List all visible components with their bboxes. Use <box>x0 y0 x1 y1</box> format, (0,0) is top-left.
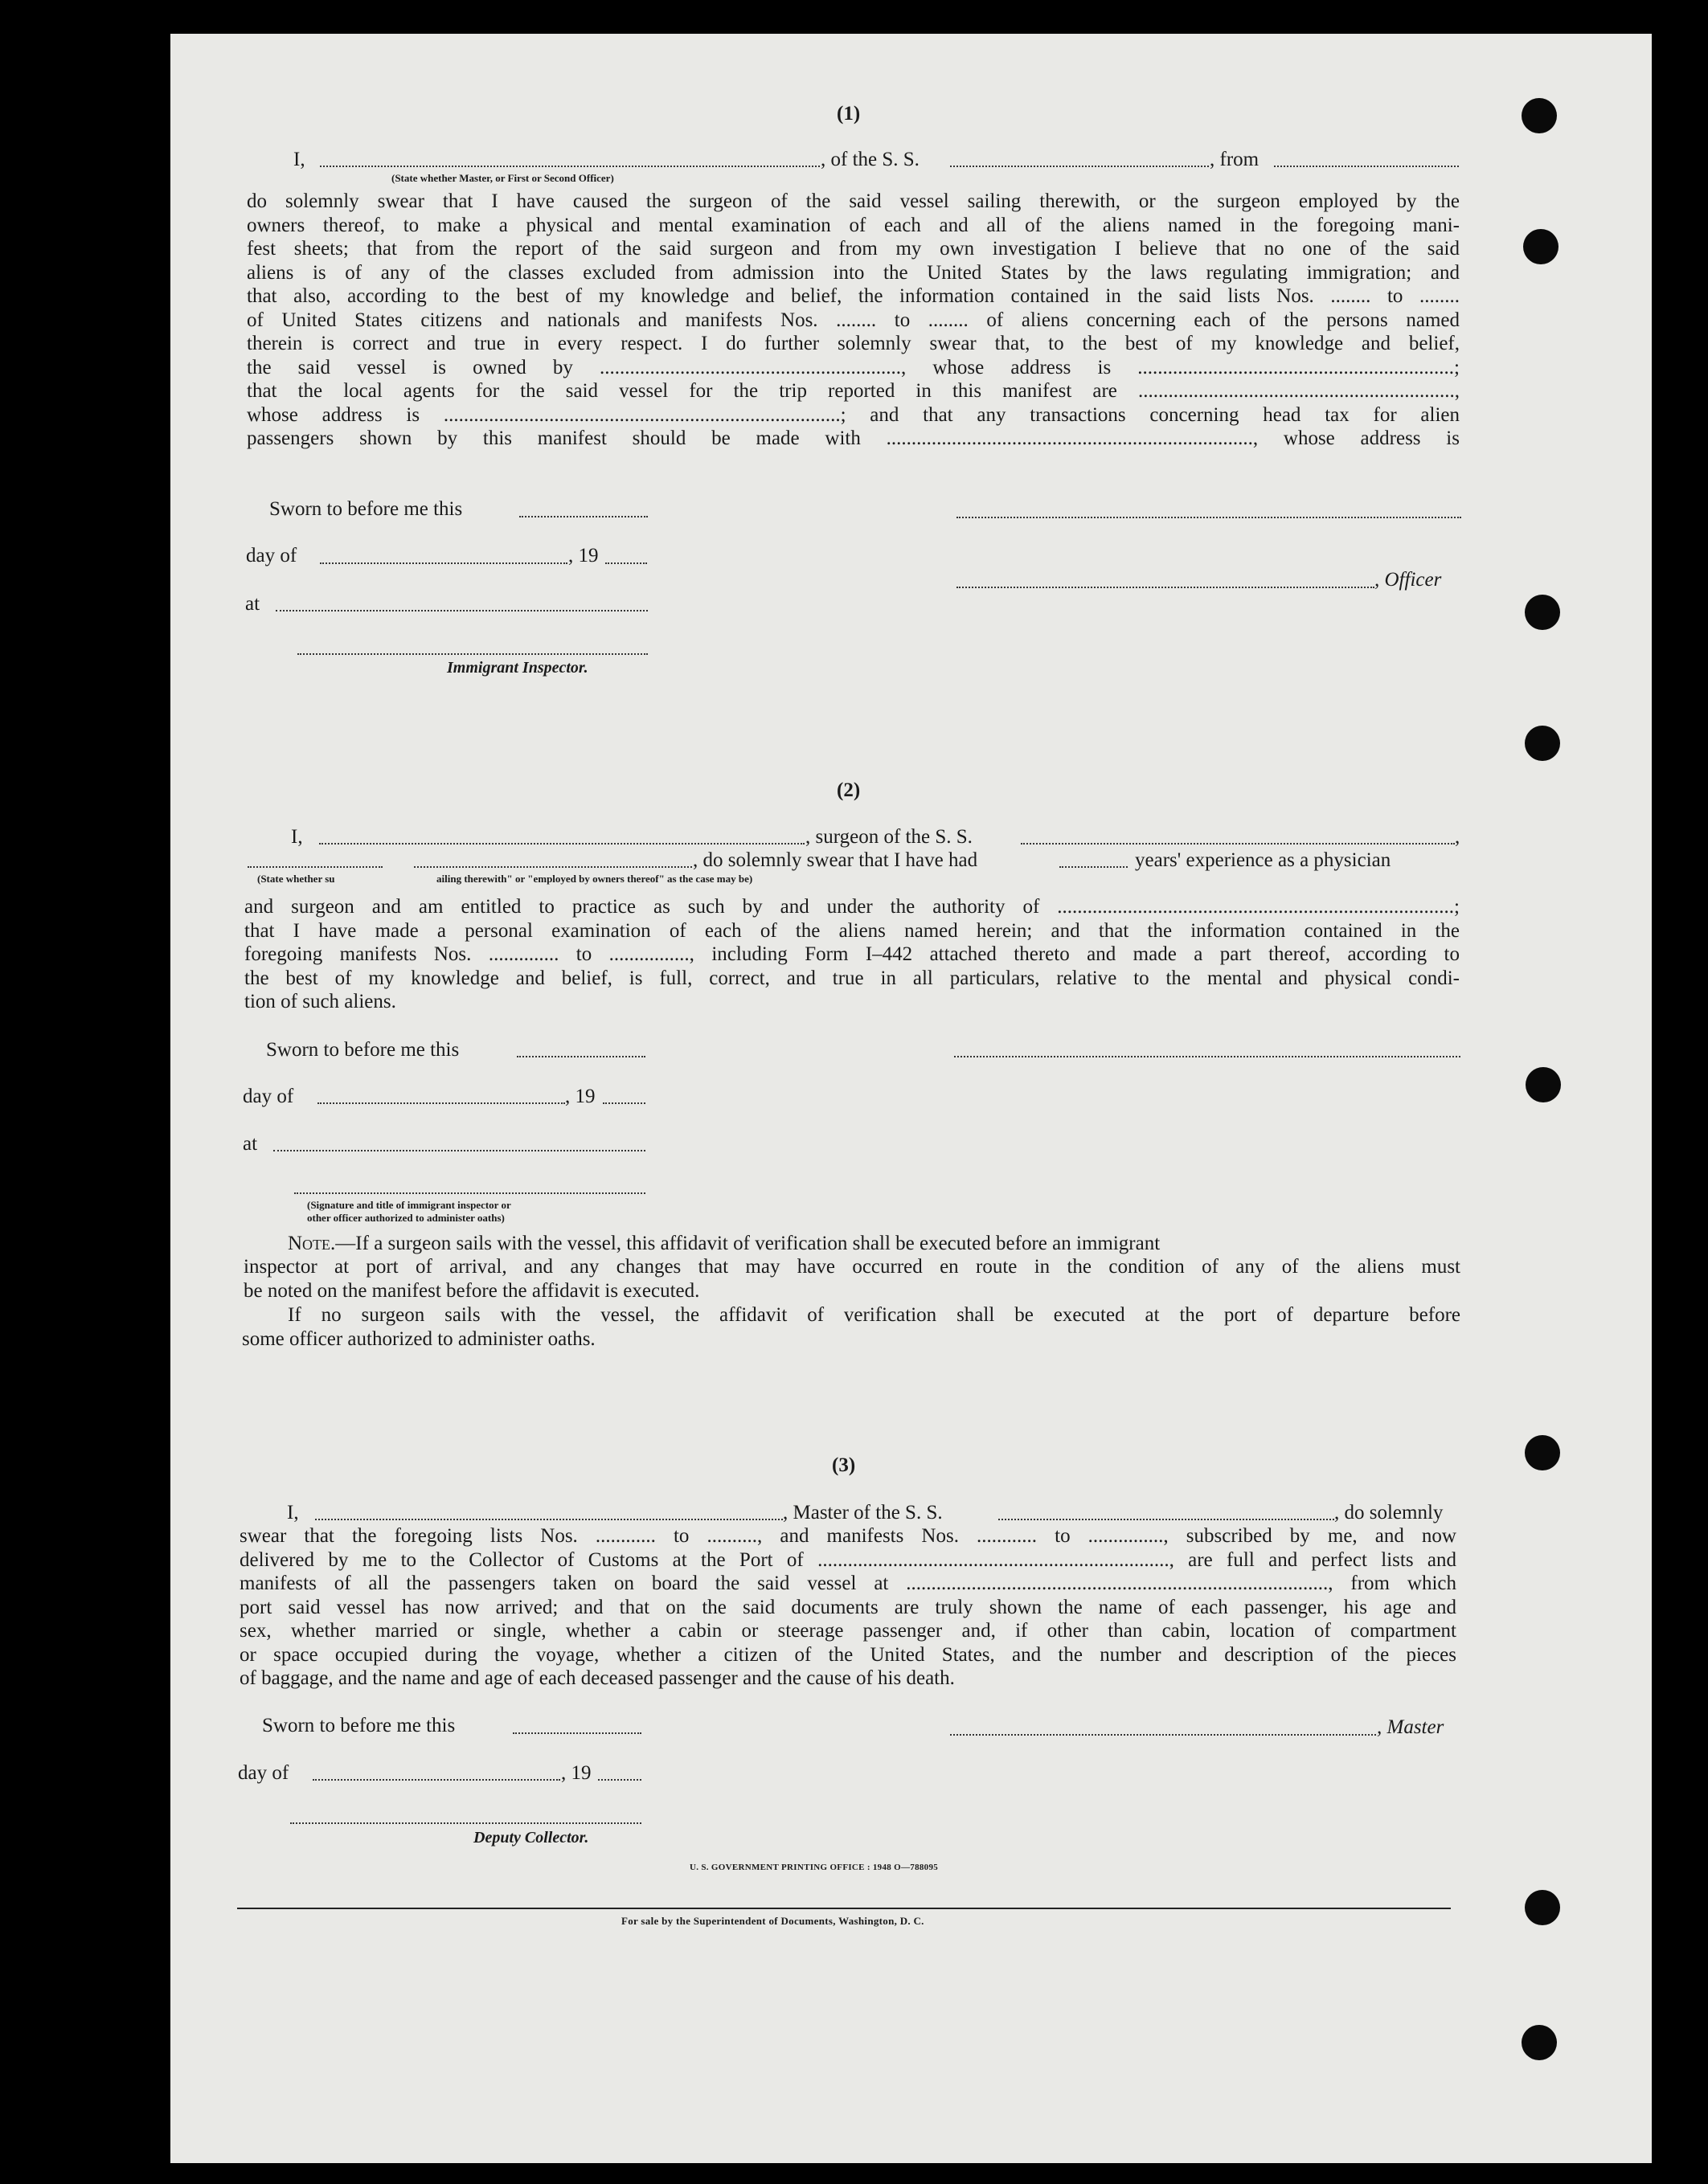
s1-line: aliens is of any of the classes excluded from admission into the United States by the laws regulating immigration; and <box>247 261 1460 284</box>
s1-line: that the local agents for the said vessel for the trip reported in this manifest are ..............................................................., <box>247 380 1460 402</box>
s2-note2-first <box>288 1303 1460 1327</box>
s1-sworn: Sworn to before me this <box>269 498 463 520</box>
s1-year-line <box>605 562 647 564</box>
s2-day-line <box>317 1102 565 1104</box>
s1-day-line <box>320 562 567 564</box>
s2-year-line <box>603 1102 645 1104</box>
s1-line: passengers shown by this manifest should be made with ........................................................................., whose address is <box>247 427 1460 449</box>
s2-comma: , <box>1455 826 1460 848</box>
punch-hole <box>1522 98 1557 133</box>
s2-note-line: be noted on the manifest before the affidavit is executed. <box>244 1279 700 1302</box>
s1-officer-line <box>320 166 820 167</box>
s3-master-sig-line <box>950 1734 1376 1736</box>
s1-line: do solemnly swear that I have caused the surgeon of the said vessel sailing therewith, or the surgeon employed by the <box>247 190 1460 212</box>
s2-day-of: day of <box>243 1086 294 1107</box>
punch-hole <box>1522 2025 1557 2060</box>
s3-line: of baggage, and the name and age of each deceased passenger and the cause of his death. <box>240 1667 955 1689</box>
for-sale: For sale by the Superintendent of Documents, Washington, D. C. <box>621 1915 924 1927</box>
s2-paragraph <box>244 895 1460 1014</box>
s1-line: fest sheets; that from the report of the said surgeon and from my own investigation I believe that no one of the said <box>247 238 1460 260</box>
footer-rule <box>237 1908 1451 1909</box>
s2-years-line <box>1059 866 1128 868</box>
s1-day-of: day of <box>246 545 297 566</box>
s2-years: years' experience as a physician <box>1135 849 1391 871</box>
s1-nineteen: , 19 <box>568 545 599 566</box>
section-1-heading: (1) <box>837 103 861 125</box>
s2-note-1 <box>288 1232 1160 1256</box>
s3-line: manifests of all the passengers taken on board the said vessel at ...................................................................................., from which <box>240 1573 1456 1594</box>
punch-hole <box>1523 229 1558 264</box>
s3-name-line <box>315 1519 783 1520</box>
s1-line: that also, according to the best of my knowledge and belief, the information contained in the said lists Nos. ........ to ........ <box>247 285 1460 307</box>
s1-from-line <box>1274 166 1459 167</box>
s1-vessel-line <box>950 166 1209 167</box>
s2-note2-line: some officer authorized to administer oaths. <box>242 1328 596 1350</box>
printing-office: U. S. GOVERNMENT PRINTING OFFICE : 1948 O—788095 <box>690 1863 939 1872</box>
s1-caption: (State whether Master, or First or Second Officer) <box>391 172 614 184</box>
s2-line: tion of such aliens. <box>244 991 396 1012</box>
s2-name-line <box>319 843 805 845</box>
section-3-heading: (3) <box>832 1454 856 1476</box>
s3-i: I, <box>287 1502 299 1523</box>
s2-inspector-line <box>294 1192 645 1194</box>
punch-hole <box>1525 1890 1560 1925</box>
s1-line: whose address is ...............................................................................; and that any transactions concerning head tax for alien <box>247 403 1460 426</box>
s3-master: , Master <box>1377 1716 1444 1738</box>
s3-collector-line <box>290 1822 641 1824</box>
s1-i: I, <box>293 149 305 170</box>
s3-sworn: Sworn to before me this <box>262 1715 456 1736</box>
s1-officer-sig-line <box>956 517 1461 518</box>
s2-at-line <box>273 1150 645 1151</box>
s2-line: the best of my knowledge and belief, is full, correct, and true in all particulars, relative to the mental and physical condi- <box>244 967 1460 989</box>
s2-sig-line <box>954 1056 1460 1057</box>
s3-vessel-line <box>998 1519 1334 1520</box>
s3-deputy: Deputy Collector. <box>473 1829 589 1847</box>
s1-officer: , Officer <box>1374 569 1442 591</box>
s1-inspector-line <box>297 653 648 655</box>
s2-line: and surgeon and am entitled to practice as such by and under the authority of ...............................................................................; <box>244 896 1460 918</box>
s3-day-line <box>313 1779 560 1781</box>
s3-solemnly: , do solemnly <box>1334 1502 1444 1523</box>
s3-master-of: , Master of the S. S. <box>783 1502 943 1523</box>
s2-nineteen: , 19 <box>565 1086 596 1107</box>
s2-surgeon: , surgeon of the S. S. <box>805 826 973 848</box>
s3-line: swear that the foregoing lists Nos. ............ to .........., and manifests Nos. ............ to ..............., subscribed by me, and now <box>240 1525 1456 1547</box>
s2-caption-b: ailing therewith" or "employed by owners thereof" as the case may be) <box>436 873 753 885</box>
punch-hole <box>1525 1435 1560 1470</box>
punch-hole <box>1526 1067 1561 1102</box>
s2-capacity-line-b <box>414 866 692 868</box>
s2-i: I, <box>291 826 303 848</box>
s1-line: of United States citizens and nationals and manifests Nos. ........ to ........ of aliens concerning each of the persons named <box>247 309 1460 331</box>
s2-sworn: Sworn to before me this <box>266 1039 460 1061</box>
punch-hole <box>1525 595 1560 630</box>
s2-note-line: inspector at port of arrival, and any changes that may have occurred en route in the condition of any of the aliens must <box>244 1256 1460 1278</box>
s1-inspector: Immigrant Inspector. <box>447 659 588 677</box>
s1-sworn-line <box>519 516 648 517</box>
s2-vessel-line <box>1021 843 1455 845</box>
s3-line: sex, whether married or single, whether a cabin or steerage passenger and, if other than cabin, location of compartment <box>240 1620 1456 1642</box>
s1-at-line <box>276 610 648 611</box>
s1-line: the said vessel is owned by ............................................................, whose address is ...............................................................; <box>247 356 1460 378</box>
s3-line: or space occupied during the voyage, whether a citizen of the United States, and the number and description of the pieces <box>240 1643 1456 1666</box>
s2-swear: , do solemnly swear that I have had <box>693 849 978 871</box>
s3-year-line <box>598 1779 641 1781</box>
s1-line: owners thereof, to make a physical and mental examination of each and all of the aliens named in the foregoing mani- <box>247 214 1460 236</box>
s3-paragraph <box>240 1524 1456 1691</box>
s2-sworn-line <box>517 1056 645 1057</box>
s3-line: port said vessel has now arrived; and that on the said documents are truly shown the name of each passenger, his age and <box>240 1596 1456 1618</box>
s1-paragraph <box>247 190 1460 451</box>
s2-note2-line: If no surgeon sails with the vessel, the affidavit of verification shall be executed at the port of departure before <box>288 1304 1460 1326</box>
s1-from: , from <box>1210 149 1259 170</box>
s2-note-label: Note. <box>288 1233 336 1254</box>
s3-day-of: day of <box>238 1762 289 1784</box>
s2-note-paragraph <box>244 1255 1460 1303</box>
s2-at: at <box>243 1133 258 1155</box>
s2-note-text: —If a surgeon sails with the vessel, this affidavit of verification shall be executed before an immigrant <box>335 1233 1161 1254</box>
s3-sworn-line <box>513 1732 641 1734</box>
section-2-heading: (2) <box>837 779 861 801</box>
s1-line: therein is correct and true in every respect. I do further solemnly swear that, to the best of my knowledge and belief, <box>247 333 1460 354</box>
s3-nineteen: , 19 <box>561 1762 592 1784</box>
s1-at: at <box>245 593 260 615</box>
s1-officer-name-line <box>956 587 1374 588</box>
s1-of-ss: , of the S. S. <box>821 149 920 170</box>
s2-line: that I have made a personal examination of each of the aliens named herein; and that the information contained in the <box>244 919 1460 942</box>
s3-line: delivered by me to the Collector of Customs at the Port of ......................................................................, are full and perfect lists and <box>240 1548 1456 1571</box>
punch-hole <box>1525 726 1560 761</box>
s2-sig-caption-1: (Signature and title of immigrant inspector or <box>307 1199 511 1211</box>
s2-caption-a: (State whether su <box>257 873 335 885</box>
s2-capacity-line-a <box>248 866 383 868</box>
s2-sig-caption-2: other officer authorized to administer oaths) <box>307 1212 505 1224</box>
s2-line: foregoing manifests Nos. .............. to ................, including Form I–442 attached thereto and made a part thereof, according to <box>244 943 1460 965</box>
